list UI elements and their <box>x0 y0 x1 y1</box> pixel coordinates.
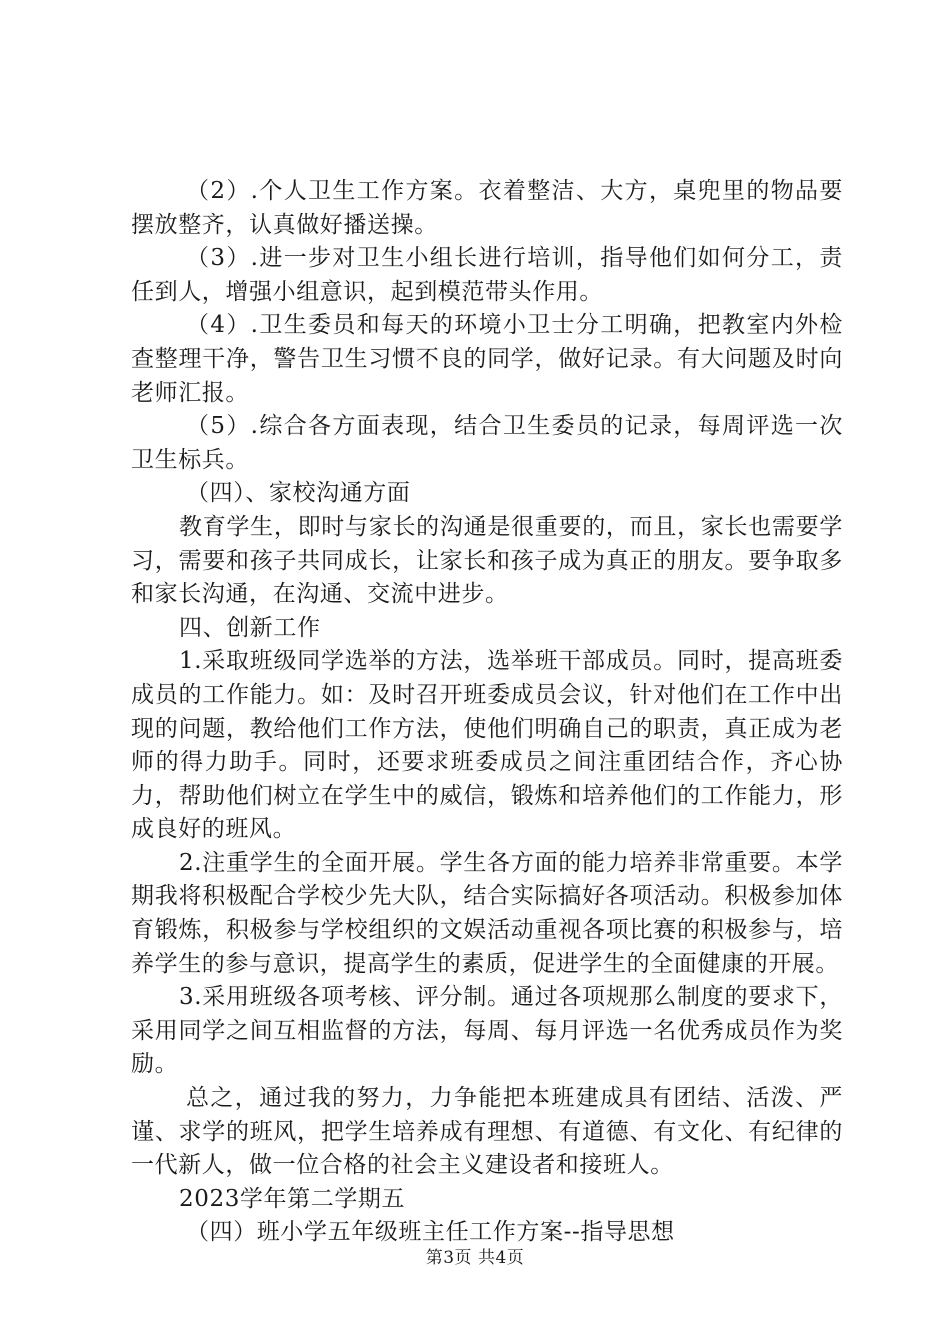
paragraph-class-election: 1.采取班级同学选举的方法，选举班干部成员。同时，提高班委成员的工作能力。如：及时召开班委成员会议，针对他们在工作中出现的问题，教给他们工作方法，使他们明确自己的职责，真正成为老师的得力助手。同时，还要求班委成员之间注重团结合作，齐心协力，帮助他们树立在学生中的威信，锻炼和培养他们的工作能力，形成良好的班风。 <box>131 648 843 843</box>
paragraph-personal-hygiene: （2）.个人卫生工作方案。衣着整洁、大方，桌兜里的物品要摆放整齐，认真做好播送操。 <box>131 178 843 238</box>
paragraph-plan-title: （四）班小学五年级班主任工作方案--指导思想 <box>186 1219 675 1246</box>
paragraph-assessment-system: 3.采用班级各项考核、评分制。通过各项规那么制度的要求下，采用同学之间互相监督的方法，每周、每月评选一名优秀成员作为奖励。 <box>131 984 843 1078</box>
paragraph-weekly-selection: （5）.综合各方面表现，结合卫生委员的记录，每周评选一次卫生标兵。 <box>131 413 843 473</box>
paragraph-summary: 总之，通过我的努力，力争能把本班建成具有团结、活泼、严谨、求学的班风，把学生培养成有理想、有道德、有文化、有纪律的一代新人，做一位合格的社会主义建设者和接班人。 <box>131 1085 843 1179</box>
paragraph-term-label: 2023学年第二学期五 <box>179 1185 406 1212</box>
paragraph-all-round-development: 2.注重学生的全面开展。学生各方面的能力培养非常重要。本学期我将积极配合学校少先大队，结合实际搞好各项活动。积极参加体育锻炼，积极参与学校组织的文娱活动重视各项比赛的积极参与，培养学生的参与意识，提高学生的素质，促进学生的全面健康的开展。 <box>131 849 843 977</box>
paragraph-parent-communication: 教育学生，即时与家长的沟通是很重要的，而且，家长也需要学习，需要和孩子共同成长，让家长和孩子成为真正的朋友。要争取多和家长沟通，在沟通、交流中进步。 <box>131 513 843 608</box>
page-footer: 第3页 共4页 <box>425 1248 525 1268</box>
section-heading-home-school: （四）、家校沟通方面 <box>186 480 411 507</box>
document-body <box>131 175 843 1250</box>
section-heading-innovation: 四、创新工作 <box>179 614 321 641</box>
paragraph-hygiene-committee: （4）.卫生委员和每天的环境小卫士分工明确，把教室内外检查整理干净，警告卫生习惯不良的同学，做好记录。有大问题及时向老师汇报。 <box>131 312 843 406</box>
paragraph-group-leader-training: （3）.进一步对卫生小组长进行培训，指导他们如何分工，责任到人，增强小组意识，起到模范带头作用。 <box>131 245 843 305</box>
